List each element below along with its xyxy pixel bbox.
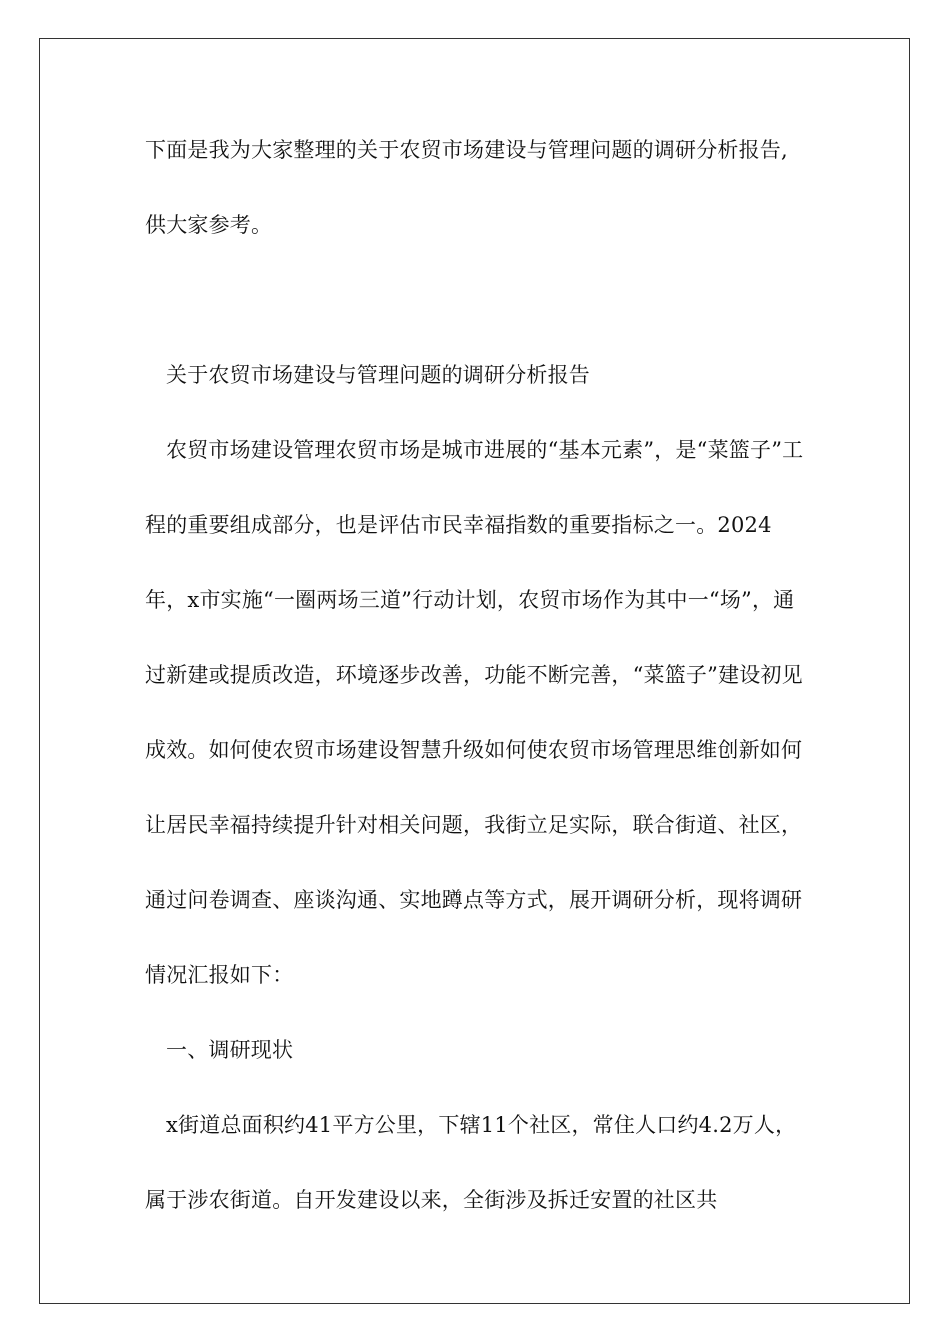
body-paragraph-2: x街道总面积约41平方公里，下辖11个社区，常住人口约4.2万人，属于涉农街道。自开发建设以来，全街涉及拆迁安置的社区共 xyxy=(145,1113,797,1212)
report-title-text: 关于农贸市场建设与管理问题的调研分析报告 xyxy=(166,363,590,387)
report-title xyxy=(145,338,805,413)
intro-paragraph xyxy=(145,113,805,263)
intro-text: 下面是我为大家整理的关于农贸市场建设与管理问题的调研分析报告,供大家参考。 xyxy=(145,138,788,237)
report-body xyxy=(145,413,805,1238)
section-heading-1: 一、调研现状 xyxy=(166,1038,294,1062)
body-paragraph-1: 农贸市场建设管理农贸市场是城市进展的“基本元素”，是“菜篮子”工程的重要组成部分，也是评估市民幸福指数的重要指标之一。2024年，x市实施“一圈两场三道”行动计划，农贸市场作为其中一“场”，通过新建或提质改造，环境逐步改善，功能不断完善，“菜篮子”建设初见成效。如何使农贸市场建设智慧升级如何使农贸市场管理思维创新如何让居民幸福持续提升针对相关问题，我街立足实际，联合街道、社区，通过问卷调查、座谈沟通、实地蹲点等方式，展开调研分析，现将调研情况汇报如下： xyxy=(145,438,804,987)
